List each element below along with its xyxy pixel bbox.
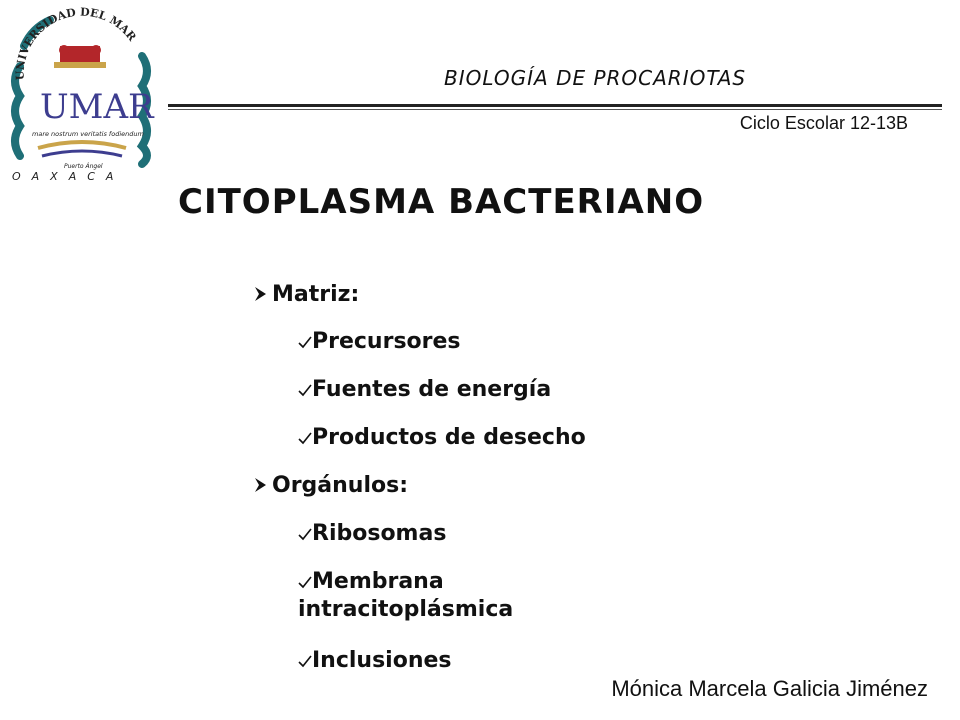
list-item: Fuentes de energía [298, 376, 551, 404]
checkmark-icon [298, 383, 312, 397]
svg-text:UNIVERSIDAD DEL MAR: UNIVERSIDAD DEL MAR [13, 6, 139, 81]
list-item: Productos de desecho [298, 424, 586, 452]
svg-text:mare nostrum veritatis fodiend: mare nostrum veritatis fodiendum [32, 130, 144, 138]
list-heading: Orgánulos: [254, 472, 408, 500]
school-cycle: Ciclo Escolar 12-13B [739, 113, 908, 133]
list-heading: Matriz: [254, 281, 359, 309]
svg-text:Puerto Ángel: Puerto Ángel [64, 163, 103, 170]
header-rule [168, 104, 942, 107]
checkmark-icon [298, 335, 312, 349]
checkmark-icon [298, 575, 312, 589]
header-rule-thin [168, 109, 942, 110]
list-item: Precursores [298, 328, 461, 356]
list-item: Inclusiones [298, 647, 452, 675]
course-title: BIOLOGÍA DE PROCARIOTAS [444, 66, 747, 90]
arrow-bullet-icon [254, 477, 268, 493]
svg-text:OAXACA: OAXACA [12, 170, 125, 182]
checkmark-icon [298, 527, 312, 541]
checkmark-icon [298, 654, 312, 668]
checkmark-icon [298, 431, 312, 445]
list-item: Ribosomas [298, 520, 446, 548]
list-item: Membrana intracitoplásmica [298, 569, 514, 622]
university-logo [2, 6, 162, 182]
svg-text:UMAR: UMAR [40, 87, 154, 127]
arrow-bullet-icon [254, 286, 268, 302]
slide-title: CITOPLASMA BACTERIANO [178, 182, 705, 222]
author-name: Mónica Marcela Galicia Jiménez [611, 676, 928, 701]
